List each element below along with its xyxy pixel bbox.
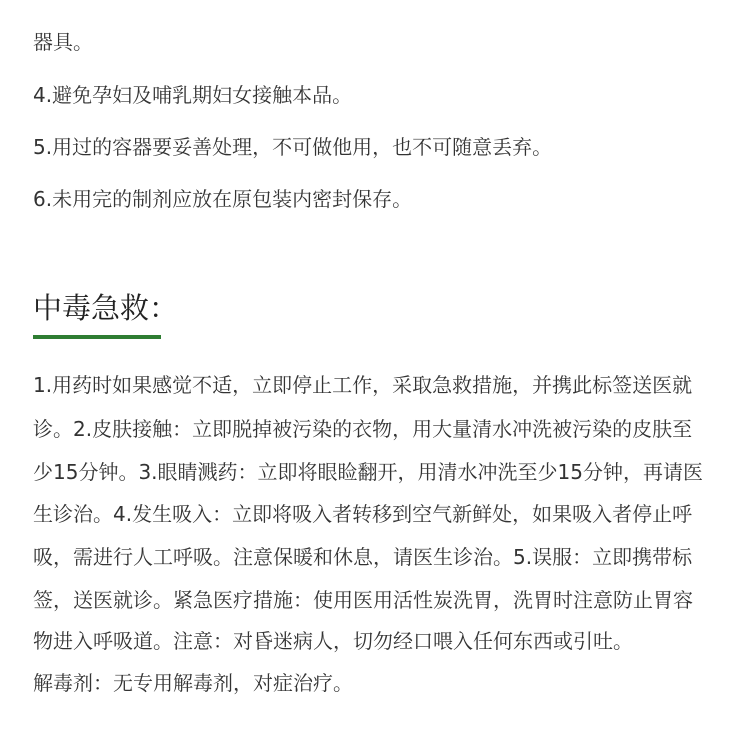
first-aid-line: 生诊治。4.发生吸入：立即将吸入者转移到空气新鲜处，如果吸入者停止呼	[33, 502, 693, 526]
precaution-line: 器具。	[33, 30, 93, 54]
first-aid-line: 吸，需进行人工呼吸。注意保暖和休息，请医生诊治。5.误服：立即携带标	[33, 545, 693, 569]
first-aid-line: 少15分钟。3.眼睛溅药：立即将眼睑翻开，用清水冲洗至少15分钟，再请医	[33, 460, 703, 484]
precaution-item-6: 6.未用完的制剂应放在原包装内密封保存。	[33, 187, 413, 211]
section-heading: 中毒急救：	[33, 291, 179, 325]
first-aid-line: 诊。2.皮肤接触：立即脱掉被污染的衣物，用大量清水冲洗被污染的皮肤至	[33, 417, 693, 441]
antidote-line: 解毒剂：无专用解毒剂，对症治疗。	[33, 671, 353, 695]
heading-underline	[33, 335, 161, 339]
first-aid-line: 签，送医就诊。紧急医疗措施：使用医用活性炭洗胃，洗胃时注意防止胃容	[33, 588, 693, 612]
precaution-item-4: 4.避免孕妇及哺乳期妇女接触本品。	[33, 83, 353, 107]
precaution-item-5: 5.用过的容器要妥善处理，不可做他用，也不可随意丢弃。	[33, 135, 553, 159]
first-aid-line: 物进入呼吸道。注意：对昏迷病人，切勿经口喂入任何东西或引吐。	[33, 629, 633, 653]
first-aid-line: 1.用药时如果感觉不适，立即停止工作，采取急救措施，并携此标签送医就	[33, 373, 693, 397]
